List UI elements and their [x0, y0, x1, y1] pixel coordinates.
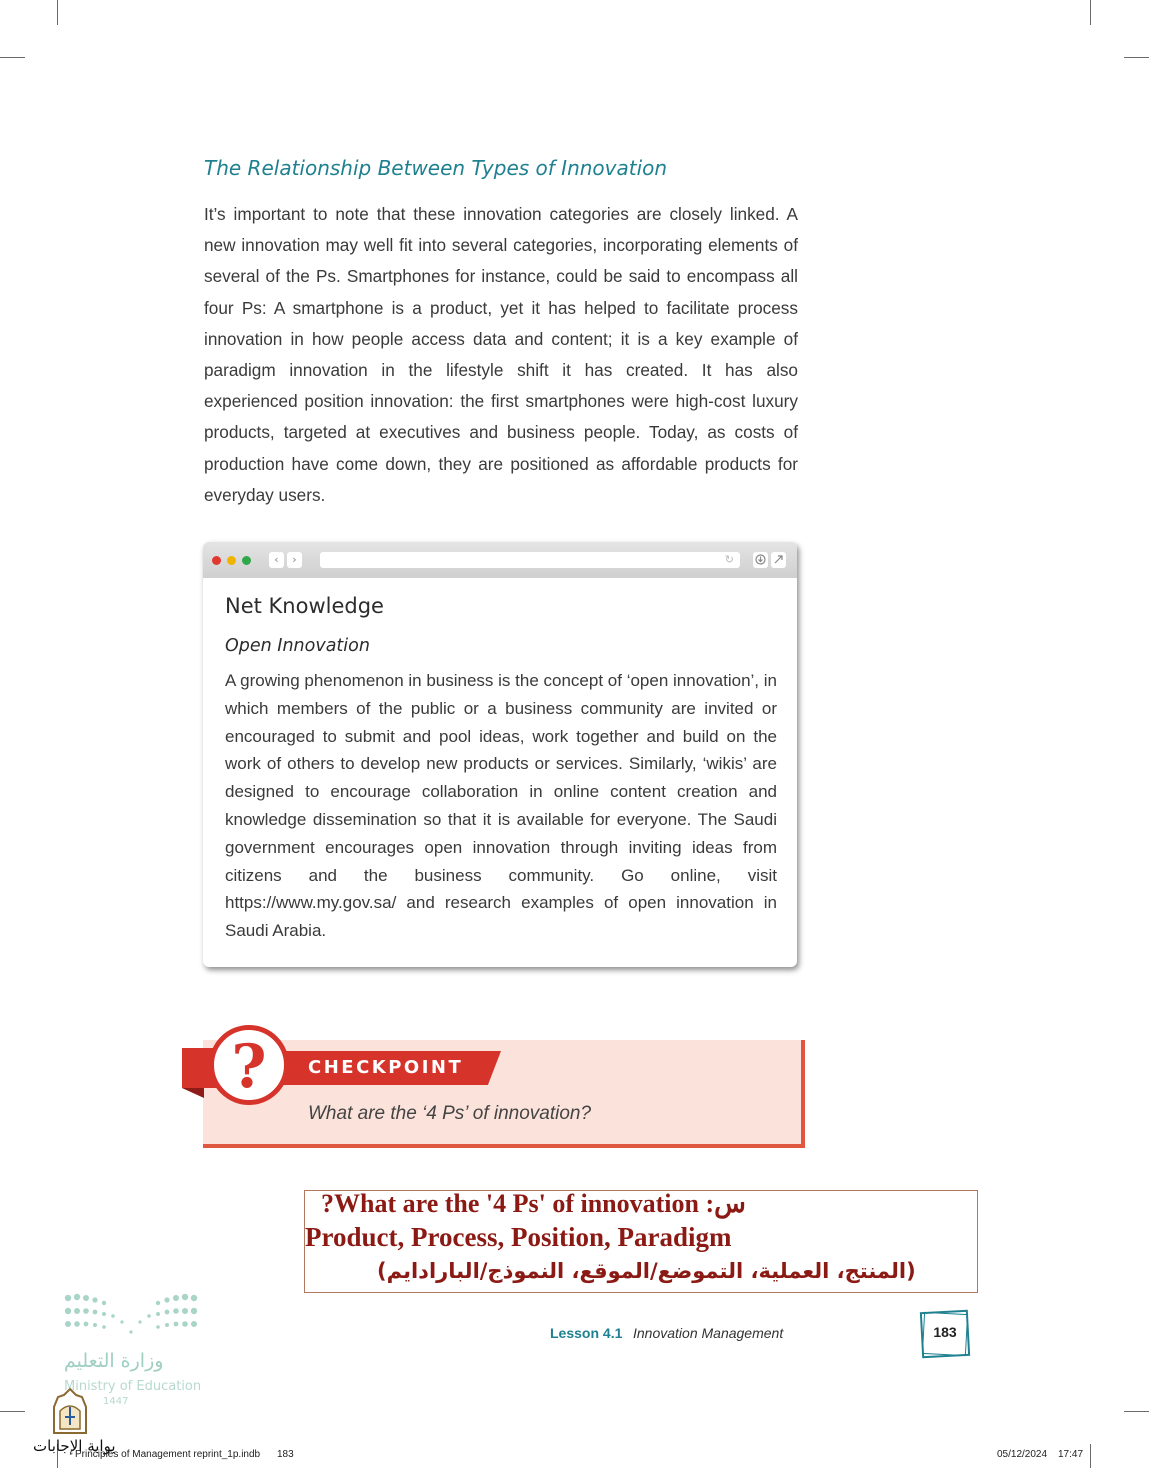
- print-date: 05/12/2024: [997, 1449, 1048, 1460]
- crop-mark: [1090, 0, 1091, 25]
- footer-lesson: Lesson 4.1: [550, 1325, 623, 1341]
- print-page-number: 183: [277, 1449, 294, 1460]
- forward-arrow-icon: ›: [287, 552, 302, 568]
- net-knowledge-box: [203, 542, 797, 967]
- question-mark-icon: [209, 1025, 289, 1105]
- download-icon: [753, 552, 768, 568]
- crop-mark: [1124, 1411, 1149, 1412]
- answer-question-line: ?What are the '4 Ps' of innovation :س: [321, 1189, 746, 1218]
- checkpoint-ribbon-fold: [182, 1088, 204, 1098]
- ministry-logo-dots-icon: [62, 1292, 202, 1338]
- footer-topic: Innovation Management: [633, 1325, 784, 1341]
- reload-icon: ↻: [724, 553, 734, 566]
- ministry-arabic-name: وزارة التعليم: [64, 1350, 164, 1372]
- net-knowledge-text: A growing phenomenon in business is the concept of ‘open innovation’, in which members of the public or a business community are invited or encouraged to submit and pool ideas, work together and build on the work of others to develop new products or services. Similarly, ‘wikis’ are designed to encourage collaboration in online content creation and knowledge dissemination so that it is available for everyone. The Saudi government encourages open innovation through inviting ideas from citizens and the business community. Go online, visit https://www.my.gov.sa/ and research examples of open innovation in Saudi Arabia.: [225, 671, 777, 941]
- net-knowledge-title: Net Knowledge: [225, 594, 384, 618]
- checkpoint-question: What are the ‘4 Ps’ of innovation?: [308, 1103, 592, 1124]
- ministry-english-name: Ministry of Education: [64, 1379, 202, 1394]
- print-file-name: Principles of Management reprint_1p.indb: [75, 1449, 261, 1460]
- crop-mark: [0, 57, 25, 58]
- ministry-year: 1447: [103, 1396, 129, 1407]
- maximize-dot-icon: [242, 556, 251, 565]
- close-dot-icon: [212, 556, 221, 565]
- checkpoint-label: CHECKPOINT: [308, 1057, 464, 1078]
- question-mark-glyph: ?: [231, 1032, 267, 1102]
- crop-mark: [57, 0, 58, 25]
- crop-mark: [1090, 1444, 1091, 1468]
- answer-arabic-line: (المنتج، العملية، التموضع/الموقع، النموذج/البارادايم): [377, 1259, 916, 1283]
- print-time: 17:47: [1058, 1449, 1084, 1460]
- back-arrow-icon: ‹: [269, 552, 284, 568]
- crop-mark: [1124, 57, 1149, 58]
- watermark-site-name: بوابة الإجابات: [33, 1437, 116, 1455]
- crop-mark: [0, 1411, 25, 1412]
- browser-toolbar: [203, 542, 797, 578]
- expand-icon: [771, 552, 786, 568]
- body-paragraph: It’s important to note that these innovation categories are closely linked. A new innovation may well fit into several categories, incorporating elements of several of the Ps. Smartphones for instance, could be said to encompass all four Ps: A smartphone is a product, yet it has helped to facilitate process innovation in how people access data and content; it is a key example of paradigm innovation in the lifestyle shift it has created. It has also experienced position innovation: the first smartphones were high-cost luxury products, targeted at executives and business people. Today, as costs of production have come down, they are positioned as affordable products for everyday users.: [204, 204, 798, 505]
- address-bar: [320, 552, 740, 568]
- minimize-dot-icon: [227, 556, 236, 565]
- section-heading: The Relationship Between Types of Innovation: [204, 156, 668, 180]
- lantern-icon: [48, 1387, 92, 1439]
- answer-box: [304, 1190, 978, 1293]
- net-knowledge-subtitle: Open Innovation: [225, 636, 370, 656]
- page-number: 183: [933, 1324, 957, 1340]
- answer-english-line: Product, Process, Position, Paradigm: [305, 1222, 732, 1252]
